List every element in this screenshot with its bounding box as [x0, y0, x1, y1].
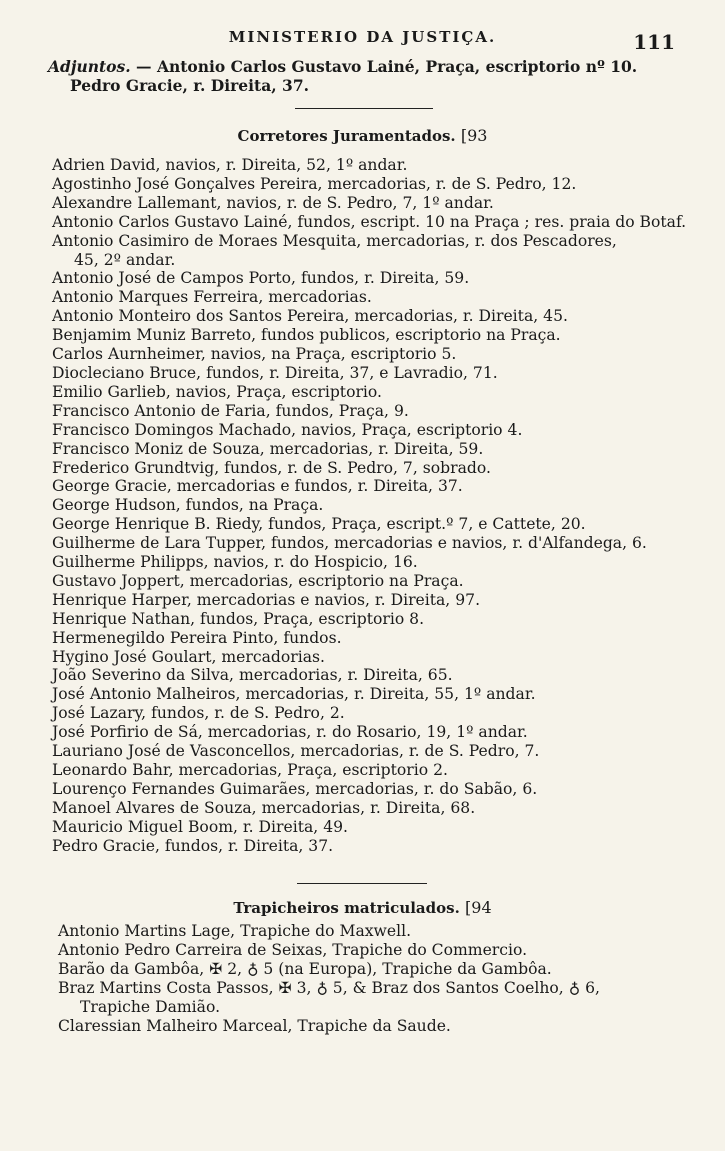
list-item: Antonio Pedro Carreira de Seixas, Trapiche do Commercio.	[58, 940, 528, 959]
page-header-title: MINISTERIO DA JUSTIÇA.	[228, 28, 497, 46]
list-item: Guilherme Philipps, navios, r. do Hospicio, 16.	[52, 553, 418, 572]
list-item: Lourenço Fernandes Guimarães, mercadorias, r. do Sabão, 6.	[52, 779, 538, 798]
list-item: Trapiche Damião.	[80, 997, 221, 1016]
list-item: Francisco Antonio de Faria, fundos, Praça, 9.	[52, 401, 409, 420]
list-item: Antonio Marques Ferreira, mercadorias.	[52, 288, 372, 307]
list-item: Antonio Monteiro dos Santos Pereira, mercadorias, r. Direita, 45.	[52, 307, 568, 326]
adjuntos-line-1	[48, 57, 688, 76]
list-item: Hermenegildo Pereira Pinto, fundos.	[52, 628, 342, 647]
list-item: Antonio Carlos Gustavo Lainé, fundos, escript. 10 na Praça ; res. praia do Botaf.	[52, 212, 687, 231]
divider-rule	[295, 108, 433, 109]
list-item: Antonio José de Campos Porto, fundos, r. Direita, 59.	[52, 269, 470, 288]
list-item: Agostinho José Gonçalves Pereira, mercadorias, r. de S. Pedro, 12.	[52, 174, 577, 193]
list-item: Leonardo Bahr, mercadorias, Praça, escriptorio 2.	[52, 761, 448, 779]
list-item: Antonio Martins Lage, Trapiche do Maxwell.	[58, 922, 412, 940]
section-title-corretores	[0, 126, 725, 145]
list-item: George Henrique B. Riedy, fundos, Praça, escript.º 7, e Cattete, 20.	[52, 515, 586, 534]
section-ref-number: [93	[460, 126, 488, 145]
list-item: Antonio Casimiro de Moraes Mesquita, mercadorias, r. dos Pescadores,	[52, 231, 617, 250]
adjuntos-block	[48, 57, 688, 95]
list-item: Braz Martins Costa Passos, ✠ 3, ♁ 5, & Braz dos Santos Coelho, ♁ 6,	[58, 978, 600, 997]
corretores-list	[52, 156, 692, 856]
list-item: Carlos Aurnheimer, navios, na Praça, escriptorio 5.	[52, 345, 457, 364]
list-item: João Severino da Silva, mercadorias, r. Direita, 65.	[52, 666, 453, 685]
list-item: Mauricio Miguel Boom, r. Direita, 49.	[52, 817, 348, 836]
list-item: George Hudson, fundos, na Praça.	[52, 496, 324, 515]
section-title-trapicheiros	[0, 898, 725, 917]
list-item: Alexandre Lallemant, navios, r. de S. Pedro, 7, 1º andar.	[52, 193, 494, 212]
list-item: Barão da Gambôa, ✠ 2, ♁ 5 (na Europa), Trapiche da Gambôa.	[58, 959, 552, 978]
list-item: Claressian Malheiro Marceal, Trapiche da Saude.	[58, 1016, 451, 1035]
trapicheiros-list	[58, 922, 698, 1035]
list-item: Frederico Grundtvig, fundos, r. de S. Pedro, 7, sobrado.	[52, 458, 491, 477]
list-item: Henrique Nathan, fundos, Praça, escriptorio 8.	[52, 609, 425, 628]
list-item: Diocleciano Bruce, fundos, r. Direita, 37, e Lavradio, 71.	[52, 363, 498, 382]
list-item: Guilherme de Lara Tupper, fundos, mercadorias e navios, r. d'Alfandega, 6.	[52, 534, 647, 553]
list-item: George Gracie, mercadorias e fundos, r. Direita, 37.	[52, 477, 463, 496]
adjuntos-line-2: Pedro Gracie, r. Direita, 37.	[70, 76, 310, 95]
divider-rule	[297, 883, 427, 884]
list-item: Hygino José Goulart, mercadorias.	[52, 647, 325, 666]
list-item: Francisco Moniz de Souza, mercadorias, r. Direita, 59.	[52, 439, 484, 458]
section-ref-number: [94	[465, 898, 492, 917]
adjuntos-label: Adjuntos.	[48, 57, 131, 76]
list-item: Manoel Alvares de Souza, mercadorias, r. Direita, 68.	[52, 798, 476, 817]
list-item: Gustavo Joppert, mercadorias, escriptorio na Praça.	[52, 571, 464, 590]
list-item: José Lazary, fundos, r. de S. Pedro, 2.	[52, 704, 345, 723]
list-item: Emilio Garlieb, navios, Praça, escriptorio.	[52, 382, 382, 401]
page-number: 111	[633, 30, 675, 54]
list-item: Francisco Domingos Machado, navios, Praça, escriptorio 4.	[52, 420, 523, 439]
list-item: Benjamim Muniz Barreto, fundos publicos, escriptorio na Praça.	[52, 326, 561, 345]
list-item: 45, 2º andar.	[74, 250, 176, 269]
list-item: José Porfirio de Sá, mercadorias, r. do Rosario, 19, 1º andar.	[52, 723, 528, 742]
list-item: José Antonio Malheiros, mercadorias, r. Direita, 55, 1º andar.	[52, 685, 536, 704]
list-item: Lauriano José de Vasconcellos, mercadorias, r. de S. Pedro, 7.	[52, 742, 540, 761]
section-title-text: Trapicheiros matriculados.	[233, 899, 460, 917]
list-item: Pedro Gracie, fundos, r. Direita, 37.	[52, 836, 334, 855]
list-item: Adrien David, navios, r. Direita, 52, 1º andar.	[52, 156, 408, 174]
section-title-text: Corretores Juramentados.	[237, 127, 456, 145]
adjuntos-text-1: — Antonio Carlos Gustavo Lainé, Praça, escriptorio nº 10.	[136, 57, 638, 76]
list-item: Henrique Harper, mercadorias e navios, r. Direita, 97.	[52, 590, 481, 609]
